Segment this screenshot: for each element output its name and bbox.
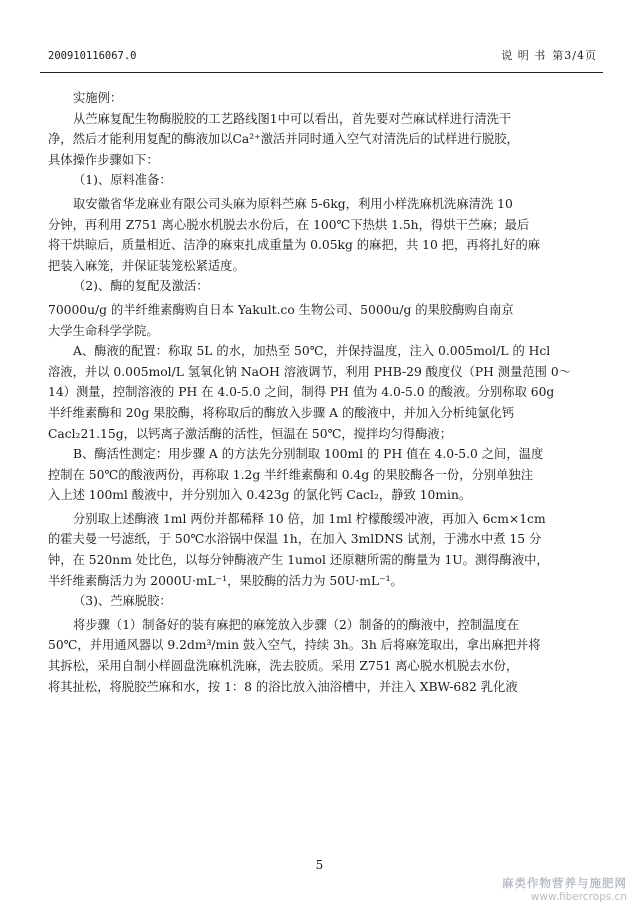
text-line: 70000u/g 的半纤维素酶购自日本 Yakult.co 生物公司、5000u/g 的果胶酶购自南京 — [48, 302, 514, 317]
page-header — [48, 47, 597, 65]
text-line: B、酶活性测定：用步骤 A 的方法先分别制取 100ml 的 PH 值在 4.0-5.0 之间，温度 — [73, 447, 544, 462]
text-line: 50℃，并用通风器以 9.2dm³/min 鼓入空气，持续 3h。3h 后将麻笼取出，拿出麻把并将 — [48, 638, 541, 653]
text-line: 具体操作步骤如下： — [48, 152, 159, 167]
text-line: 分别取上述酶液 1ml 两份并都稀释 10 倍，加 1ml 柠檬酸缓冲液，再加入 6cm×1cm — [73, 511, 546, 526]
text-line: 入上述 100ml 酸液中，并分别加入 0.423g 的氯化钙 Cacl₂，静致 10min。 — [48, 488, 472, 503]
text-line: 的霍夫曼一号滤纸，于 50℃水浴锅中保温 1h，在加入 3mlDNS 试剂，于沸水中煮 15 分 — [48, 532, 542, 547]
text-line: 14）测量，控制溶液的 PH 在 4.0-5.0 之间，制得 PH 值为 4.0-5.0 的酸液。分别称取 60g — [48, 385, 555, 400]
text-line: 大学生命科学学院。 — [48, 323, 159, 338]
page-indicator: 第3/4页 — [552, 49, 597, 62]
section-heading: 实施例： — [73, 91, 123, 105]
text-line: 控制在 50℃的酸液两份，再称取 1.2g 半纤维素酶和 0.4g 的果胶酶各一份，分别单独注 — [48, 467, 534, 482]
text-line: 其拆松，采用自制小样圆盘洗麻机洗麻，洗去胶质。采用 Z751 离心脱水机脱去水份， — [48, 659, 519, 674]
text-line: 溶液，并以 0.005mol/L 氢氧化钠 NaOH 溶液调节，利用 PHB-29 酸度仪（PH 测量范围 0～ — [48, 364, 571, 379]
watermark-title: 麻类作物营养与施肥网 — [502, 876, 627, 890]
text-line: 净，然后才能利用复配的酶液加以Ca²⁺激活并同时通入空气对清洗后的试样进行脱胶， — [48, 132, 519, 147]
watermark-url: www.fibercrops.cn — [530, 891, 627, 903]
text-line: 分钟，再利用 Z751 离心脱水机脱去水份后，在 100℃下热烘 1.5h，得烘干苎麻；最后 — [48, 217, 530, 232]
text-line: 半纤维素酶活力为 2000U·mL⁻¹，果胶酶的活力为 50U·mL⁻¹。 — [48, 573, 403, 588]
header-rule — [40, 72, 603, 73]
step-heading: （2)、酶的复配及激活： — [73, 279, 209, 294]
document-body — [48, 88, 586, 697]
text-line: A、酶液的配置：称取 5L 的水，加热至 50℃，并保持温度，注入 0.005mol/L 的 Hcl — [73, 344, 551, 359]
text-line: 从苎麻复配生物酶脱胶的工艺路线图1中可以看出，首先要对苎麻试样进行清洗干 — [73, 111, 512, 126]
page-number: 5 — [315, 858, 324, 872]
text-line: 半纤维素酶和 20g 果胶酶，将称取后的酶放入步骤 A 的酸液中，并加入分析纯氯化钙 — [48, 405, 515, 420]
watermark-logo — [502, 876, 627, 904]
step-heading: （3)、苎麻脱胶： — [73, 594, 172, 609]
step-heading: （1)、原料准备： — [73, 173, 172, 188]
header-right — [501, 47, 597, 65]
document-type: 说 明 书 — [501, 49, 547, 62]
text-line: 取安徽省华龙麻业有限公司头麻为原料苎麻 5-6kg，利用小样洗麻机洗麻清洗 10 — [73, 196, 513, 211]
text-line: 钟，在 520nm 处比色，以每分钟酶液产生 1umol 还原糖所需的酶量为 1U。测得酶液中， — [48, 553, 549, 568]
text-line: 将其扯松，将脱胶苎麻和水，按 1：8 的浴比放入油浴槽中，并注入 XBW-682 乳化液 — [48, 679, 518, 694]
text-line: Cacl₂21.15g，以钙离子激活酶的活性，恒温在 50℃，搅拌均匀得酶液； — [48, 426, 453, 441]
patent-number: 200910116067.0 — [48, 50, 137, 62]
text-line: 将步骤（1）制备好的装有麻把的麻笼放入步骤（2）制备的的酶液中，控制温度在 — [73, 617, 520, 632]
text-line: 把装入麻笼，并保证装笼松紧适度。 — [48, 258, 245, 273]
text-line: 将干烘晾后，质量相近、洁净的麻束扎成重量为 0.05kg 的麻把，共 10 把，再将扎好的麻 — [48, 238, 541, 253]
